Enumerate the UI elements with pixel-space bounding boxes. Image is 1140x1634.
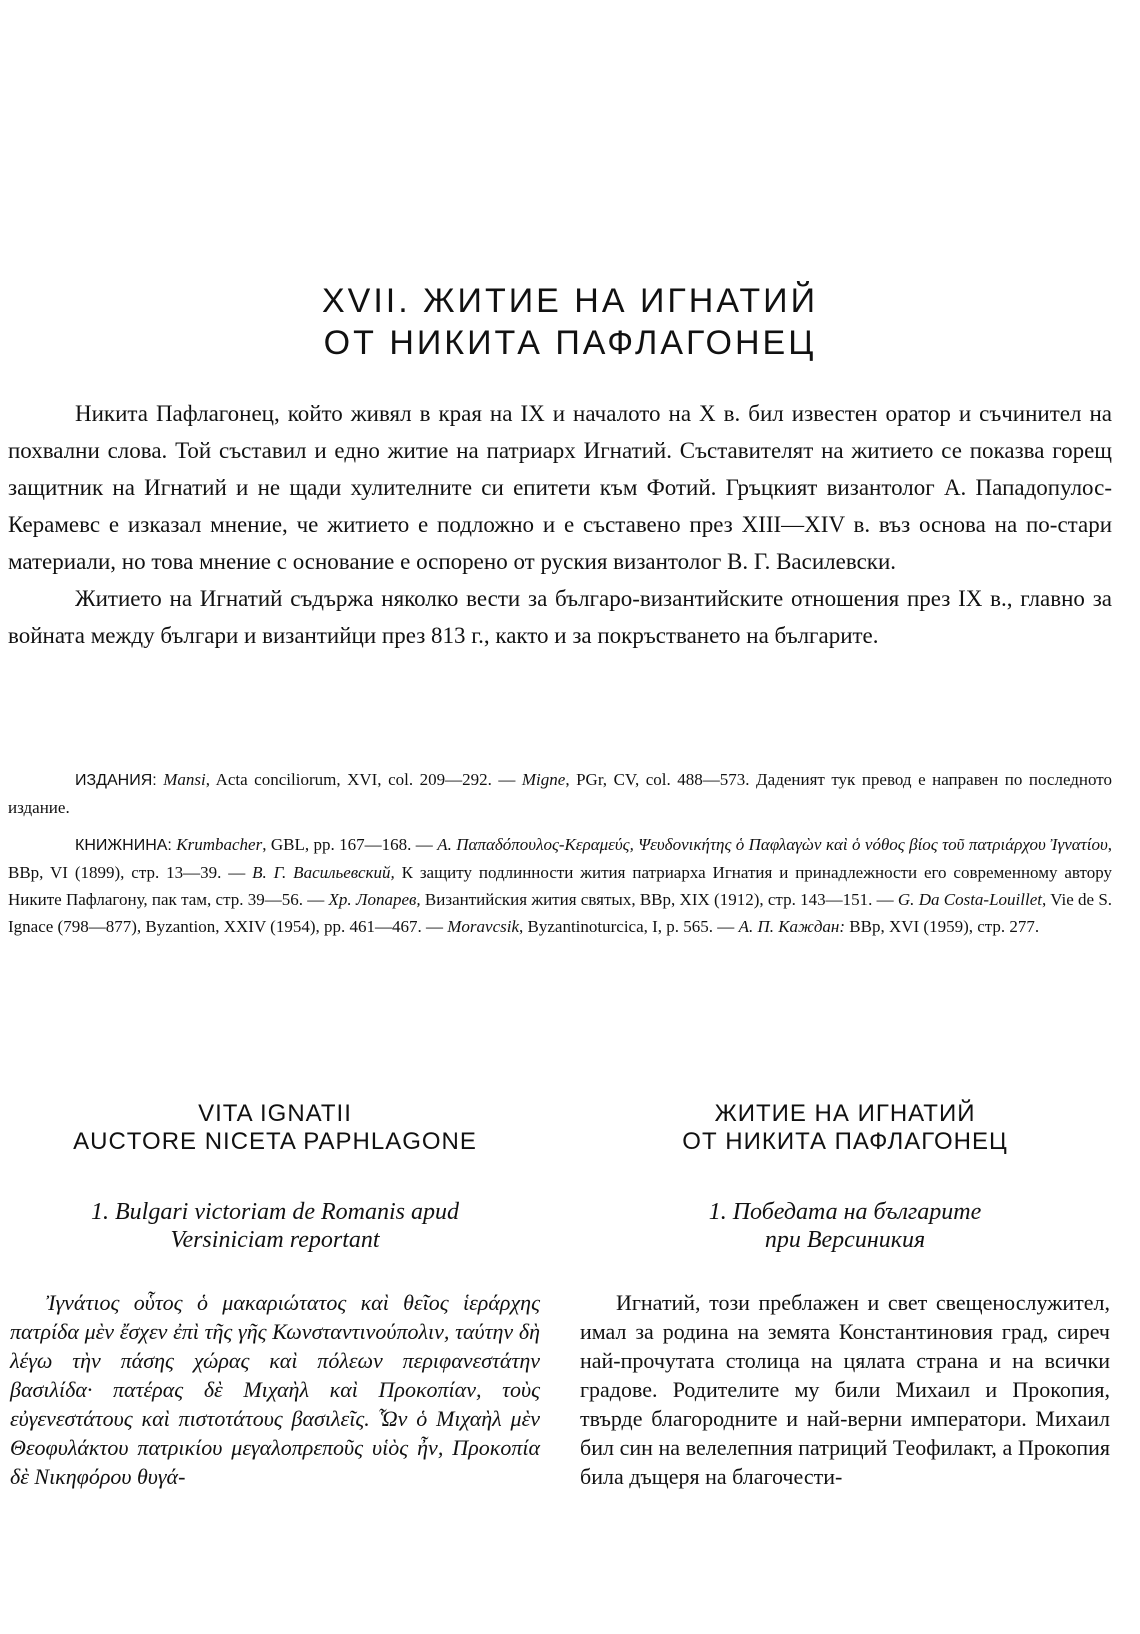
lit-text-4: Византийския жития святых, BBp, XIX (1912), стр. 143—151. — [420,890,894,909]
greek-subtitle-line1: 1. Bulgari victoriam de Romanis apud [91,1199,459,1225]
chapter-title-line2: ОТ НИКИТА ПАФЛАГОНЕЦ [323,324,817,362]
lit-text-7: BBp, XVI (1959), стр. 277. [845,917,1040,936]
chapter-title [0,280,1140,364]
references [8,766,1112,950]
intro-paragraph-2: Житието на Игнатий съдържа няколко вести за българо-византийските отношения през IX в., главно за войната между българи и византийци през 813 г., както и за покръстването на българите. [8,586,1112,648]
chapter-title-line1: XVII. ЖИТИЕ НА ИГНАТИЙ [321,282,819,320]
lit-text-5: , Vie de S. Ignace (798—877), Byzantion, XXIV (1954), pp. 461—467. — [8,890,1113,936]
editions-mansi: Mansi [163,770,206,789]
lit-text-2: , BBp, VI (1899), стр. 13—39. — [8,835,1113,882]
bulgarian-title-line1: ЖИТИЕ НА ИГНАТИЙ [714,1100,976,1127]
lit-papadopoulos: Α. Παπαδόπουλος-Κεραμεύς, Ψευδονικήτης ὁ Παφλαγὼν καὶ ὁ νόθος βίος τοῦ πατριάρχου Ἰγνατίου [437,835,1108,854]
bulgarian-paragraph: Игнатий, този преблажен и свет свещенослужител, имал за родина на земята Константиновия град, сиреч най-прочутата столица на цялата страна и на всички градове. Родителите му били Михаил и Прокопия, твърде благородните и най-верни императори. Михаил бил син на велелепния патриций Теофилакт, а Прокопия била дъщеря на благочести- [580,1290,1110,1489]
greek-section-heading [10,1198,540,1254]
editions-text-2: , PGr, CV, col. 488—573. Даденият тук превод е направен по последното издание. [8,770,1112,817]
bulgarian-column [580,1100,1110,1491]
lit-vasilevski: В. Г. Васильевский, [252,863,395,882]
editions-migne: Migne [521,770,566,789]
bulgarian-title-line2: ОТ НИКИТА ПАФЛАГОНЕЦ [682,1128,1008,1155]
greek-title-line2: AUCTORE NICETA PAPHLAGONE [73,1128,477,1155]
lit-text-6: , Byzantinoturcica, I, p. 565. — [519,917,735,936]
bulgarian-subtitle-line1: 1. Победата на българите [708,1199,982,1225]
greek-paragraph: Ἰγνάτιος οὗτος ὁ μακαριώτατος καὶ θεῖος ἱεράρχης πατρίδα μὲν ἔσχεν ἐπὶ τῆς γῆς Κωνσταντινούπολιν, ταύτην δὴ λέγω τὴν πάσης χώρας καὶ πόλεων περιφανεστάτην βασιλίδα· πατέρας δὲ Μιχαὴλ καὶ Προκοπίαν, τοὺς εὐγενεστάτους καὶ πιστοτάτους βασιλεῖς. Ὧν ὁ Μιχαὴλ μὲν Θεοφυλάκτου πατρικίου μεγαλοπρεποῦς υἱὸς ἦν, Προκοπία δὲ Νικηφόρου θυγά- [10,1290,540,1489]
lit-kazhdan: А. П. Каждан: [738,917,846,936]
editions-note [8,766,1112,821]
editions-label: ИЗДАНИЯ: [75,772,157,789]
greek-column [10,1100,540,1491]
greek-text [10,1288,540,1491]
lit-loparev: Хр. Лопарев, [328,890,421,909]
greek-subtitle-line2: Versiniciam reportant [170,1227,380,1253]
bulgarian-subtitle-line2: при Версиникия [764,1227,926,1253]
introduction [8,395,1112,654]
lit-moravcsik: Moravcsik [447,917,520,936]
bulgarian-section-heading [580,1198,1110,1254]
greek-column-title [10,1100,540,1156]
lit-text-1: , GBL, pp. 167—168. — [262,835,433,854]
bulgarian-text [580,1288,1110,1491]
bulgarian-column-title [580,1100,1110,1156]
greek-title-line1: VITA IGNATII [198,1100,352,1127]
lit-text-3: К защиту подлинности жития патриарха Игнатия и принадлежности его современному автору Никите Пафлагону, пак там, стр. 39—56. — [8,863,1112,909]
literature-note [8,831,1112,940]
intro-paragraph-1: Никита Пафлагонец, който живял в края на IX и началото на X в. бил известен оратор и съчинител на похвални слова. Той съставил и едно житие на патриарх Игнатий. Съставителят на житието се показва горещ защитник на Игнатий и не щади хулителните си епитети към Фотий. Гръцкият византолог А. Пападопулос-Керамевс е изказал мнение, че житието е подложно и е съставено през XIII—XIV в. въз основа на по-стари материали, но това мнение с основание е оспорено от руския византолог В. Г. Василевски. [8,401,1112,574]
lit-costa-louillet: G. Da Costa-Louillet [897,890,1042,909]
editions-text-1: , Acta conciliorum, XVI, col. 209—292. — [205,770,516,789]
literature-label: КНИЖНИНА: [75,837,172,854]
lit-krumbacher: Krumbacher [176,835,263,854]
